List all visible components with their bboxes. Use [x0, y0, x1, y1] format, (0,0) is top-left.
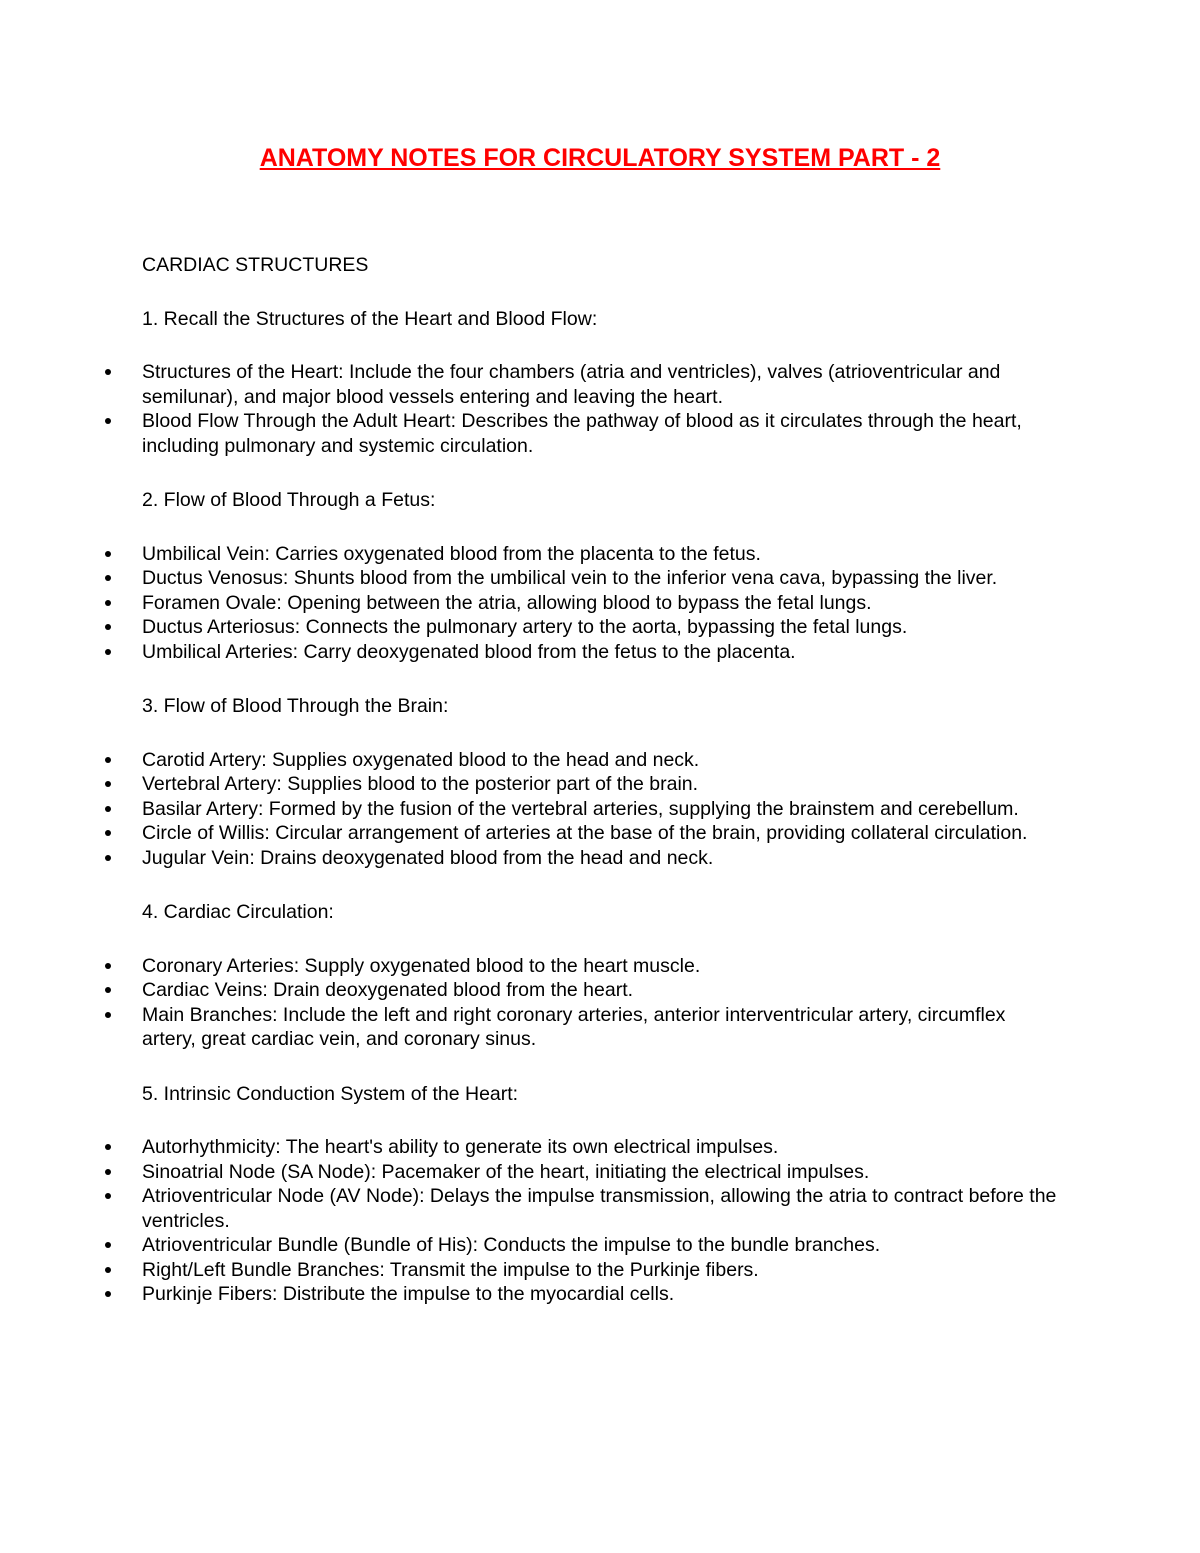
bullet-icon	[105, 649, 111, 655]
bullet-list-1	[142, 360, 1062, 458]
subsection-heading-3: 3. Flow of Blood Through the Brain:	[142, 695, 449, 717]
list-item	[142, 978, 1062, 1003]
list-item	[142, 591, 1062, 616]
list-item	[142, 846, 1062, 871]
list-item-text: Blood Flow Through the Adult Heart: Describes the pathway of blood as it circulates through the heart, including pulmonary and systemic circulation.	[142, 410, 1022, 457]
list-item-text: Purkinje Fibers: Distribute the impulse to the myocardial cells.	[142, 1283, 675, 1305]
list-item-text: Basilar Artery: Formed by the fusion of the vertebral arteries, supplying the brainstem and cerebellum.	[142, 797, 1019, 820]
subsection-heading-4: 4. Cardiac Circulation:	[142, 901, 334, 923]
list-item-text: Atrioventricular Bundle (Bundle of His): Conducts the impulse to the bundle branches.	[142, 1234, 881, 1256]
list-item-text: Coronary Arteries: Supply oxygenated blood to the heart muscle.	[142, 954, 701, 977]
list-item-text: Atrioventricular Node (AV Node): Delays the impulse transmission, allowing the atria to contract before the ventricles.	[142, 1185, 1057, 1232]
bullet-icon	[105, 781, 111, 787]
bullet-icon	[105, 418, 111, 424]
list-item	[142, 615, 1062, 640]
list-item	[142, 748, 1062, 773]
list-item-text: Foramen Ovale: Opening between the atria, allowing blood to bypass the fetal lungs.	[142, 591, 872, 614]
bullet-icon	[105, 963, 111, 969]
bullet-icon	[105, 806, 111, 812]
bullet-icon	[105, 600, 111, 606]
bullet-icon	[105, 1144, 111, 1150]
bullet-icon	[105, 624, 111, 630]
list-item	[142, 1184, 1062, 1233]
list-item	[142, 1135, 1062, 1160]
subsection-heading-2: 2. Flow of Blood Through a Fetus:	[142, 489, 436, 511]
list-item	[142, 797, 1062, 822]
list-item	[142, 1258, 1062, 1283]
bullet-icon	[105, 1267, 111, 1273]
bullet-icon	[105, 1291, 111, 1297]
bullet-icon	[105, 369, 111, 375]
list-item-text: Cardiac Veins: Drain deoxygenated blood from the heart.	[142, 979, 634, 1001]
list-item-text: Sinoatrial Node (SA Node): Pacemaker of the heart, initiating the electrical impulses.	[142, 1160, 870, 1183]
list-item	[142, 640, 1062, 665]
list-item-text: Circle of Willis: Circular arrangement of arteries at the base of the brain, providing collateral circulation.	[142, 822, 1028, 844]
list-item-text: Vertebral Artery: Supplies blood to the posterior part of the brain.	[142, 773, 699, 795]
bullet-icon	[105, 1012, 111, 1018]
list-item	[142, 566, 1062, 591]
bullet-list-4	[142, 954, 1062, 1052]
bullet-icon	[105, 830, 111, 836]
list-item-text: Carotid Artery: Supplies oxygenated blood to the head and neck.	[142, 748, 700, 771]
list-item	[142, 1003, 1062, 1052]
list-item-text: Ductus Arteriosus: Connects the pulmonary artery to the aorta, bypassing the fetal lungs.	[142, 616, 908, 638]
list-item-text: Umbilical Arteries: Carry deoxygenated blood from the fetus to the placenta.	[142, 640, 796, 663]
list-item-text: Jugular Vein: Drains deoxygenated blood from the head and neck.	[142, 846, 714, 869]
list-item	[142, 360, 1062, 409]
bullet-list-2	[142, 542, 1062, 665]
bullet-icon	[105, 575, 111, 581]
document-title: ANATOMY NOTES FOR CIRCULATORY SYSTEM PART - 2	[259, 144, 941, 172]
section-heading-cardiac-structures: CARDIAC STRUCTURES	[142, 254, 369, 276]
bullet-icon	[105, 757, 111, 763]
bullet-list-5	[142, 1135, 1062, 1307]
list-item-text: Autorhythmicity: The heart's ability to generate its own electrical impulses.	[142, 1136, 779, 1158]
bullet-list-3	[142, 748, 1062, 871]
bullet-icon	[105, 855, 111, 861]
list-item-text: Right/Left Bundle Branches: Transmit the impulse to the Purkinje fibers.	[142, 1258, 759, 1281]
list-item-text: Umbilical Vein: Carries oxygenated blood from the placenta to the fetus.	[142, 542, 761, 565]
sections-container	[142, 307, 1062, 1307]
list-item	[142, 1233, 1062, 1258]
list-item-text: Ductus Venosus: Shunts blood from the umbilical vein to the inferior vena cava, bypassing the liver.	[142, 567, 998, 589]
list-item-text: Main Branches: Include the left and right coronary arteries, anterior interventricular artery, circumflex artery, great cardiac vein, and coronary sinus.	[142, 1003, 1006, 1050]
bullet-icon	[105, 1193, 111, 1199]
document-body	[142, 253, 1062, 1307]
subsection-heading-5: 5. Intrinsic Conduction System of the Heart:	[142, 1082, 519, 1105]
bullet-icon	[105, 1169, 111, 1175]
list-item	[142, 821, 1062, 846]
list-item	[142, 409, 1062, 458]
list-item	[142, 772, 1062, 797]
bullet-icon	[105, 1242, 111, 1248]
subsection-heading-1: 1. Recall the Structures of the Heart and Blood Flow:	[142, 307, 598, 330]
bullet-icon	[105, 551, 111, 557]
list-item-text: Structures of the Heart: Include the four chambers (atria and ventricles), valves (atrioventricular and semilunar), and major blood vessels entering and leaving the heart.	[142, 361, 1001, 408]
list-item	[142, 1160, 1062, 1185]
list-item	[142, 542, 1062, 567]
bullet-icon	[105, 987, 111, 993]
list-item	[142, 954, 1062, 979]
list-item	[142, 1282, 1062, 1307]
